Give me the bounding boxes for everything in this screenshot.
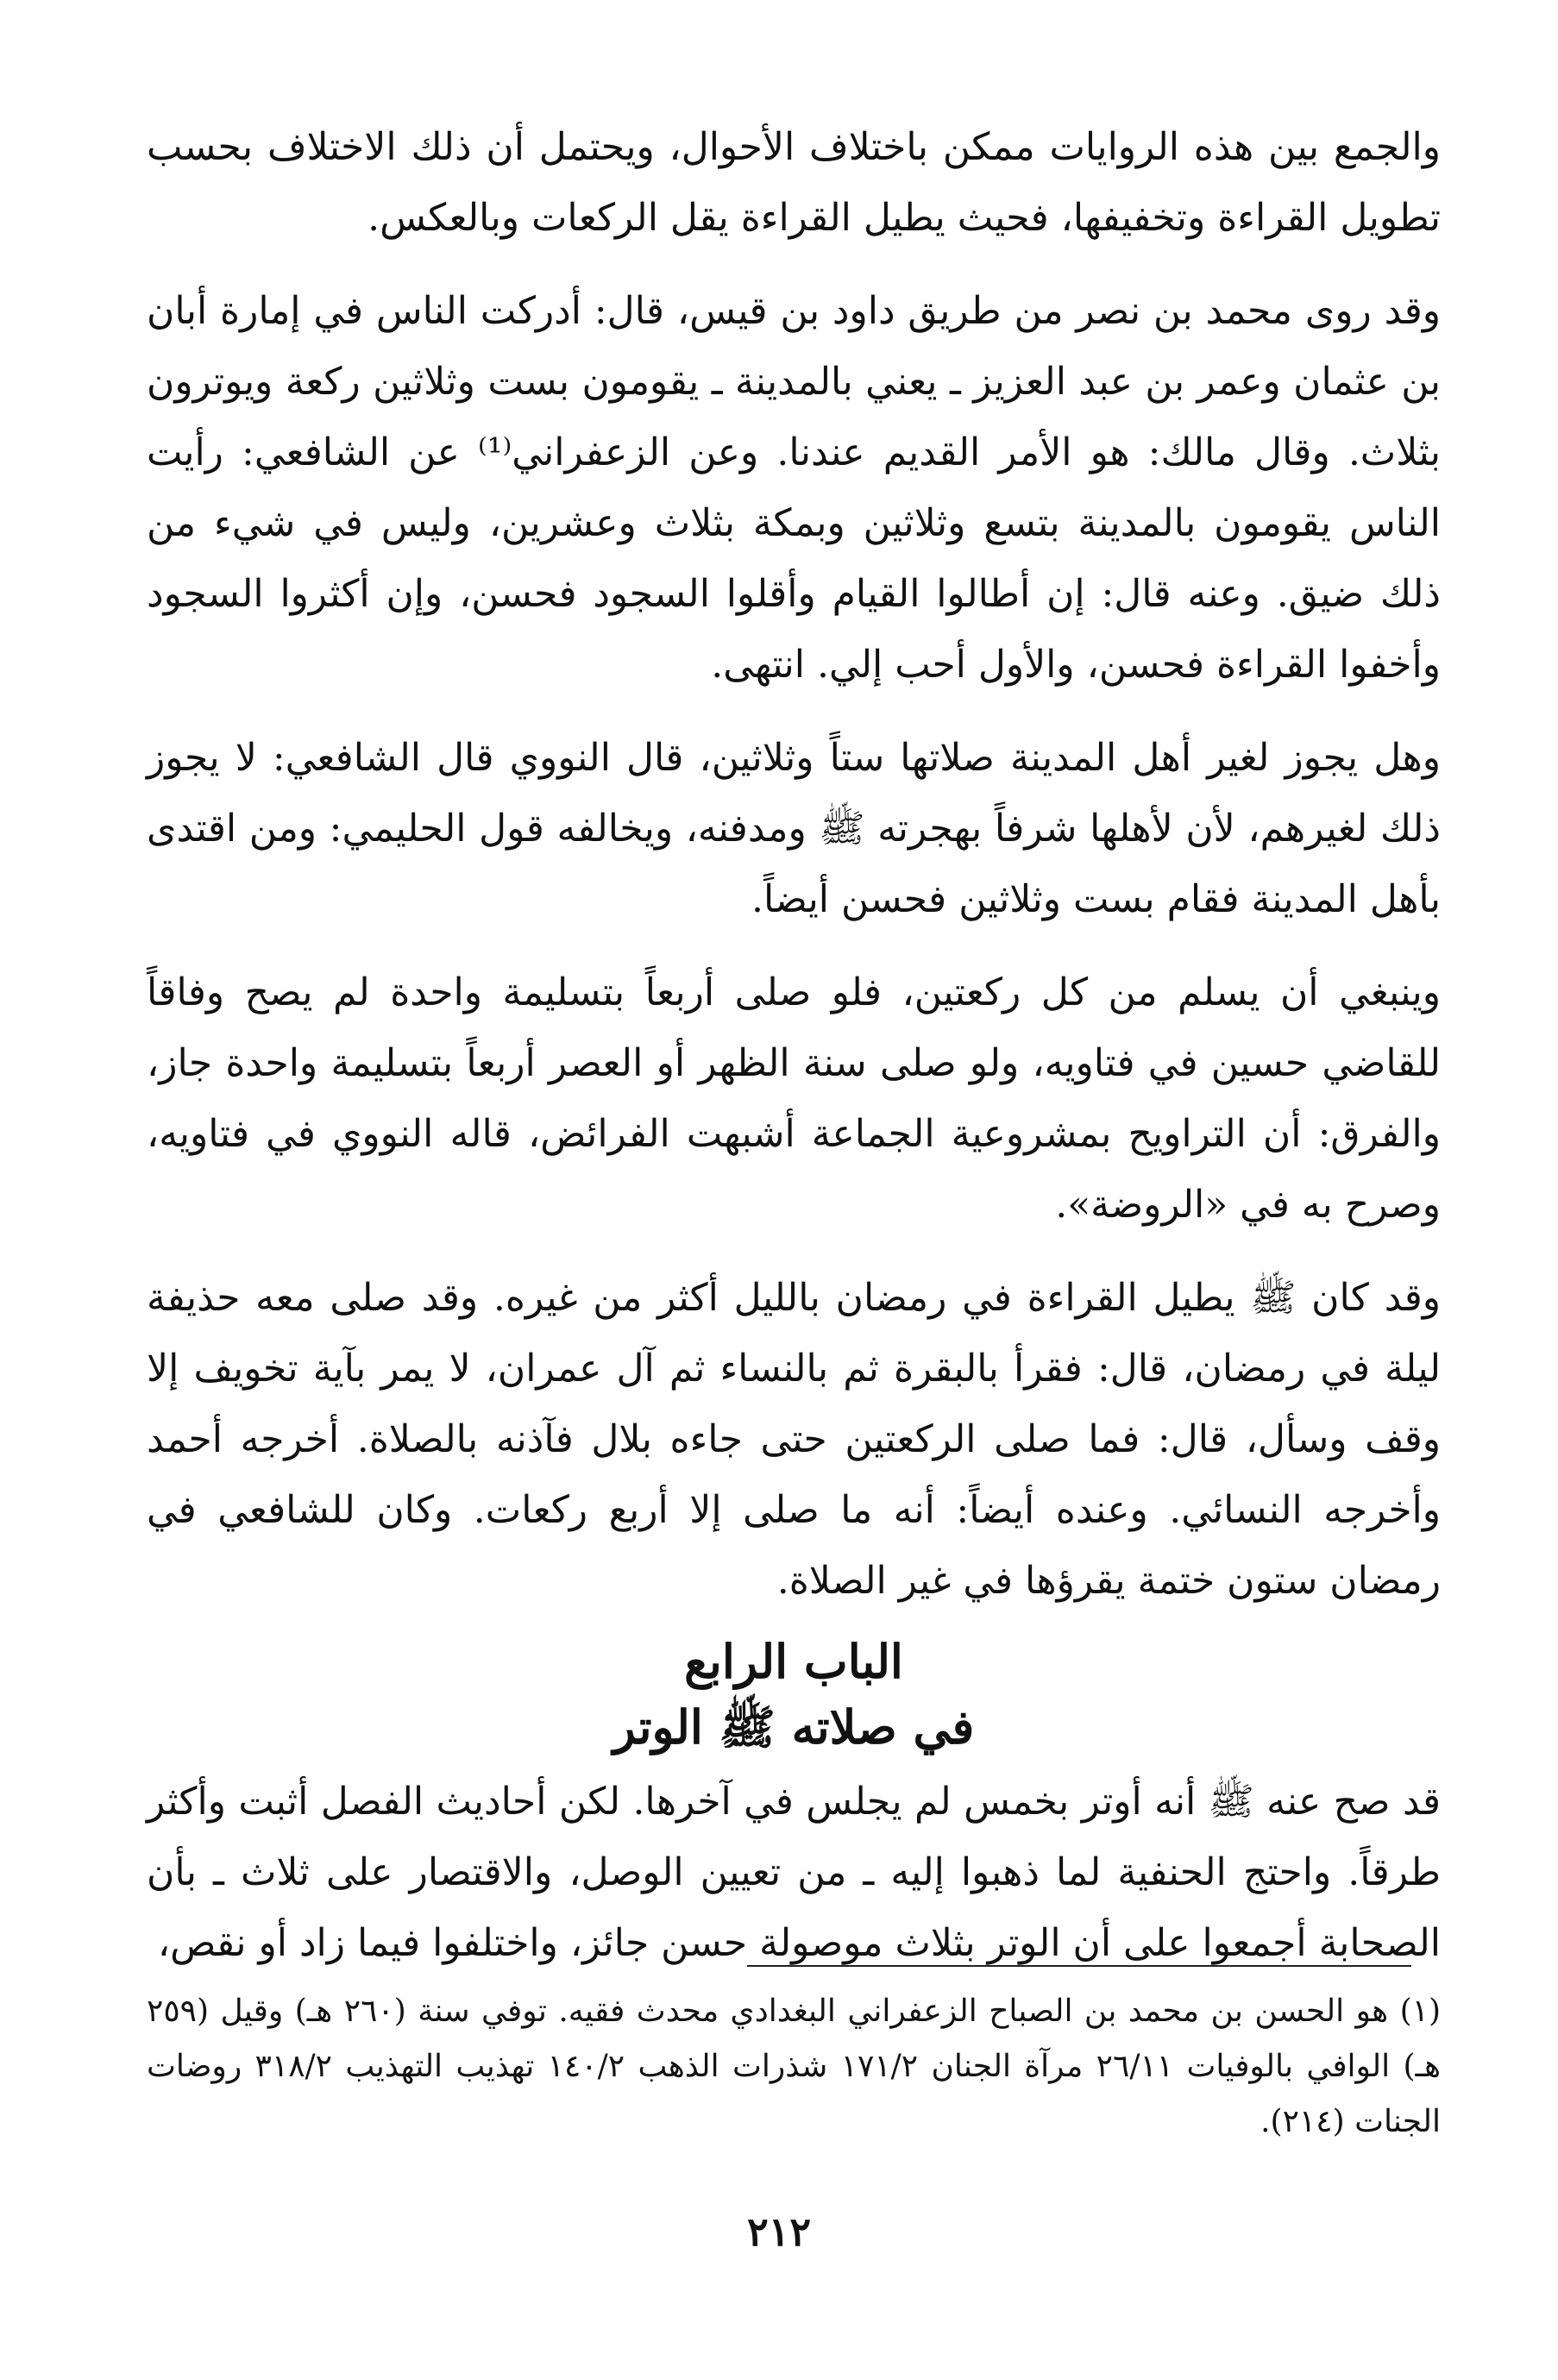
paragraph-2: وقد روى محمد بن نصر من طريق داود بن قيس، قال: أدركت الناس في إمارة أبان بن عثمان وعمر بن عبد العزيز ـ يعني بالمدينة ـ يقومون بست وثلاثين ركعة ويوترون بثلاث. وقال مالك: هو الأمر القديم عندنا. وعن الزعفراني⁽¹⁾ عن الشافعي: رأيت الناس يقومون بالمدينة بتسع وثلاثين وبمكة بثلاث وعشرين، وليس في شيء من ذلك ضيق. وعنه قال: إن أطالوا القيام وأقلوا السجود فحسن، وإن أكثروا السجود وأخفوا القراءة فحسن، والأول أحب إلي. انتهى. (147, 289, 1442, 687)
paragraph-5: وقد كان ﷺ يطيل القراءة في رمضان بالليل أكثر من غيره. وقد صلى معه حذيفة ليلة في رمضان، قال: فقرأ بالبقرة ثم بالنساء ثم آل عمران، لا يمر بآية تخويف إلا وقف وسأل، قال: فما صلى الركعتين حتى جاءه بلال فآذنه بالصلاة. أخرجه أحمد وأخرجه النسائي. وعنده أيضاً: أنه ما صلى إلا أربع ركعات. وكان للشافعي في رمضان ستون ختمة يقرؤها في غير الصلاة. (147, 1276, 1441, 1603)
page-number: ٢١٢ (746, 2208, 812, 2255)
footnote-1: (١) هو الحسن بن محمد بن الصباح الزعفراني البغدادي محدث فقيه. توفي سنة (٢٦٠ هـ) وقيل (٢٥٩ هـ) الوافي بالوفيات ٢٦/١١ مرآة الجنان ١٧١/٢ شذرات الذهب ١٤٠/٢ تهذيب التهذيب ٣١٨/٢ روضات الجنات (٢١٤). (147, 1994, 1442, 2139)
paragraph-1: والجمع بين هذه الروايات ممكن باختلاف الأحوال، ويحتمل أن ذلك الاختلاف بحسب تطويل القراءة وتخفيفها، فحيث يطيل القراءة يقل الركعات وبالعكس. (147, 125, 1441, 240)
chapter-heading (147, 1629, 1441, 1760)
main-text-block (147, 112, 1441, 1979)
paragraph-3: وهل يجوز لغير أهل المدينة صلاتها ستاً وثلاثين، قال النووي قال الشافعي: لا يجوز ذلك لغيرهم، لأن لأهلها شرفاً بهجرته ﷺ ومدفنه، ويخالفه قول الحليمي: ومن اقتدى بأهل المدينة فقام بست وثلاثين فحسن أيضاً. (147, 736, 1441, 921)
footnotes-block (147, 1984, 1441, 2150)
chapter-paragraph: قد صح عنه ﷺ أنه أوتر بخمس لم يجلس في آخرها. لكن أحاديث الفصل أثبت وأكثر طرقاً. واحتج الحنفية لما ذهبوا إليه ـ من تعيين الوصل، والاقتصار على ثلاث ـ بأن الصحابة أجمعوا على أن الوتر بثلاث موصولة حسن جائز، واختلفوا فيما زاد أو نقص، (147, 1780, 1441, 1965)
footnote-divider (747, 1965, 1411, 1967)
chapter-title: الباب الرابع (684, 1634, 903, 1689)
paragraph-4: وينبغي أن يسلم من كل ركعتين، فلو صلى أربعاً بتسليمة واحدة لم يصح وفاقاً للقاضي حسين في فتاويه، ولو صلى سنة الظهر أو العصر أربعاً بتسليمة واحدة جاز، والفرق: أن التراويح بمشروعية الجماعة أشبهت الفرائض، قاله النووي في فتاويه، وصرح به في «الروضة». (147, 970, 1441, 1227)
chapter-subtitle: في صلاته ﷺ الوتر (613, 1699, 975, 1755)
